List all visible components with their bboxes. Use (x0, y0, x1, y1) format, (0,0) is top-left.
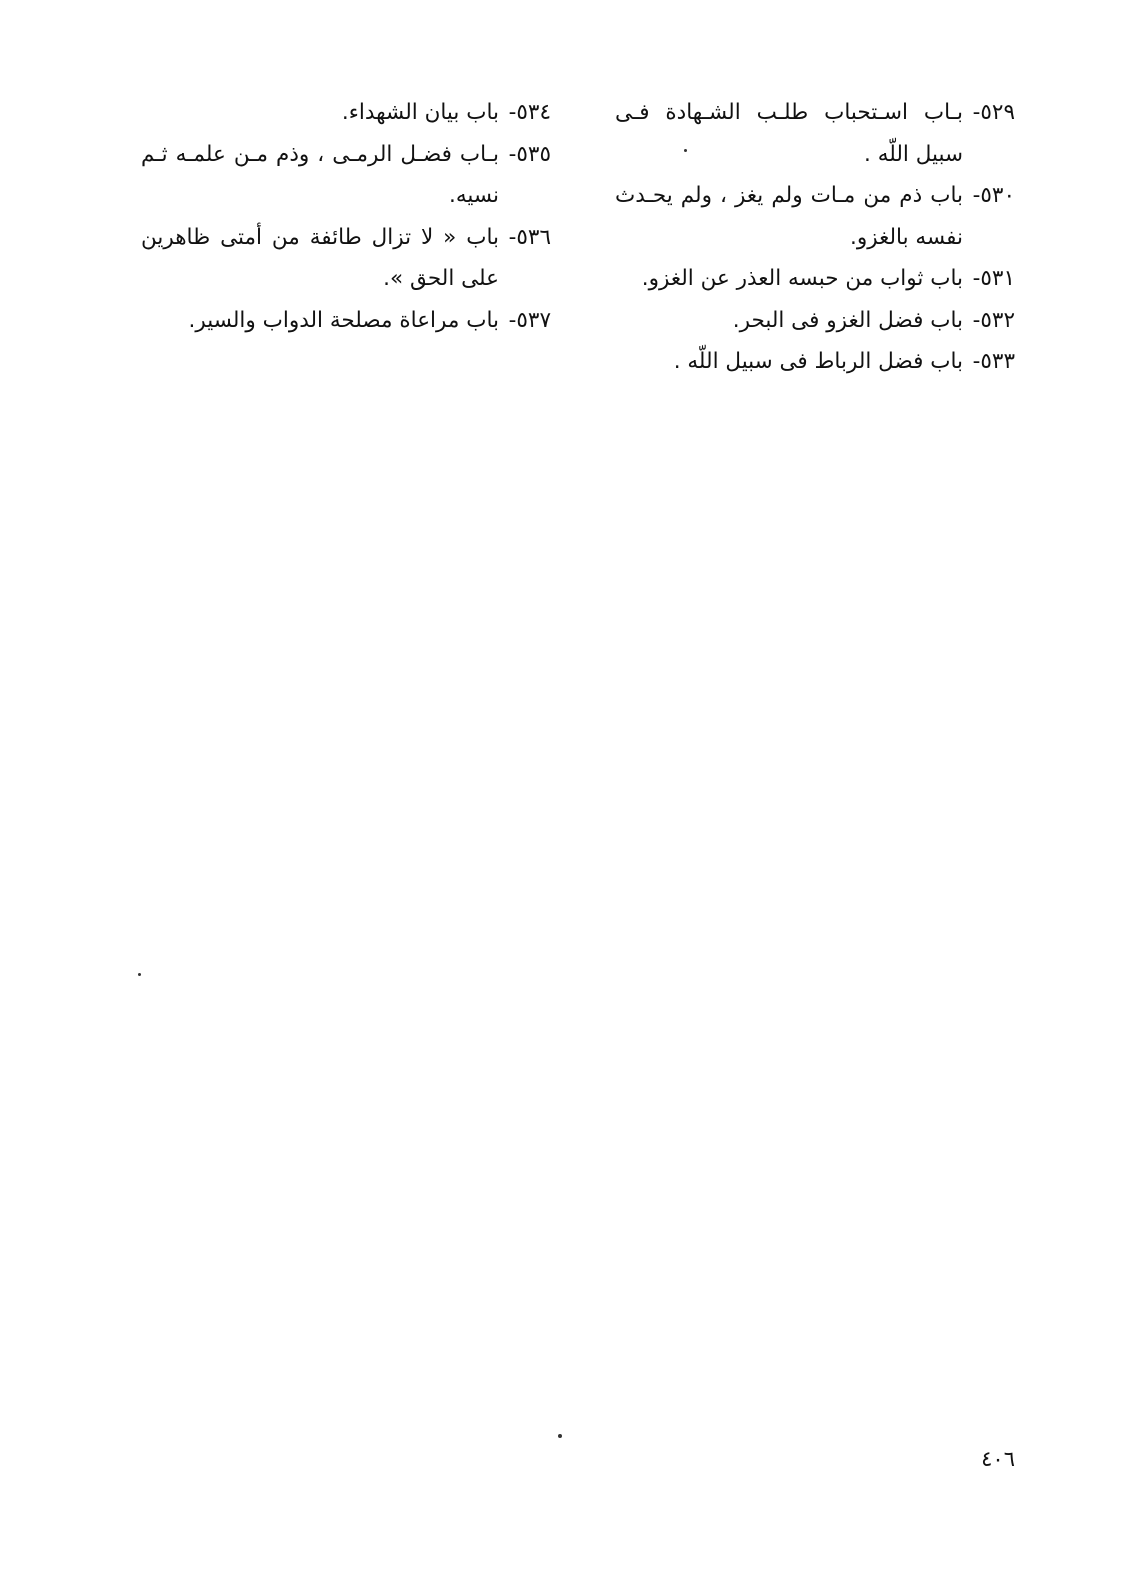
right-column (615, 92, 1015, 383)
entry-text: باب ثواب من حبسه العذر عن الغزو. (641, 266, 963, 291)
list-item (615, 341, 1015, 383)
entry-number: ٥٣٦- (508, 224, 551, 250)
entry-text: باب فضل الرباط فى سبيل اللّه . (673, 349, 963, 374)
list-item (141, 217, 551, 300)
list-item (615, 92, 1015, 175)
entry-text: باب بيان الشهداء. (341, 100, 499, 125)
entry-number: ٥٣٤- (508, 100, 551, 125)
entry-number: ٥٣١- (972, 266, 1015, 291)
list-item (615, 300, 1015, 342)
entry-number: ٥٣٢- (972, 307, 1015, 333)
entry-text: باب مراعاة مصلحة الدواب والسير. (188, 307, 499, 333)
scan-speck (558, 1434, 562, 1438)
page-number: ٤٠٦ (981, 1447, 1015, 1471)
list-item (615, 258, 1015, 300)
list-item (141, 300, 551, 342)
left-column (141, 92, 551, 341)
entry-text: بـاب اسـتحباب طلـب الشـهادة فـى سبيل اللّه . (615, 100, 963, 167)
scan-speck (138, 973, 141, 976)
list-item (141, 92, 551, 134)
entry-text: باب فضل الغزو فى البحر. (732, 307, 963, 333)
entry-number: ٥٣٥- (508, 141, 551, 167)
entry-text: باب ذم من مـات ولم يغز ، ولم يحـدث نفسه بالغزو. (615, 183, 963, 250)
entry-number: ٥٣٠- (972, 183, 1015, 208)
entry-text: بـاب فضـل الرمـى ، وذم مـن علمـه ثـم نسيه. (141, 141, 499, 208)
entry-text: باب « لا تزال طائفة من أمتى ظاهرين على الحق ». (141, 224, 499, 291)
entry-number: ٥٣٣- (972, 349, 1015, 374)
scan-speck (684, 149, 687, 152)
list-item (141, 134, 551, 217)
entry-number: ٥٣٧- (508, 307, 551, 333)
entry-number: ٥٢٩- (972, 100, 1015, 125)
list-item (615, 175, 1015, 258)
